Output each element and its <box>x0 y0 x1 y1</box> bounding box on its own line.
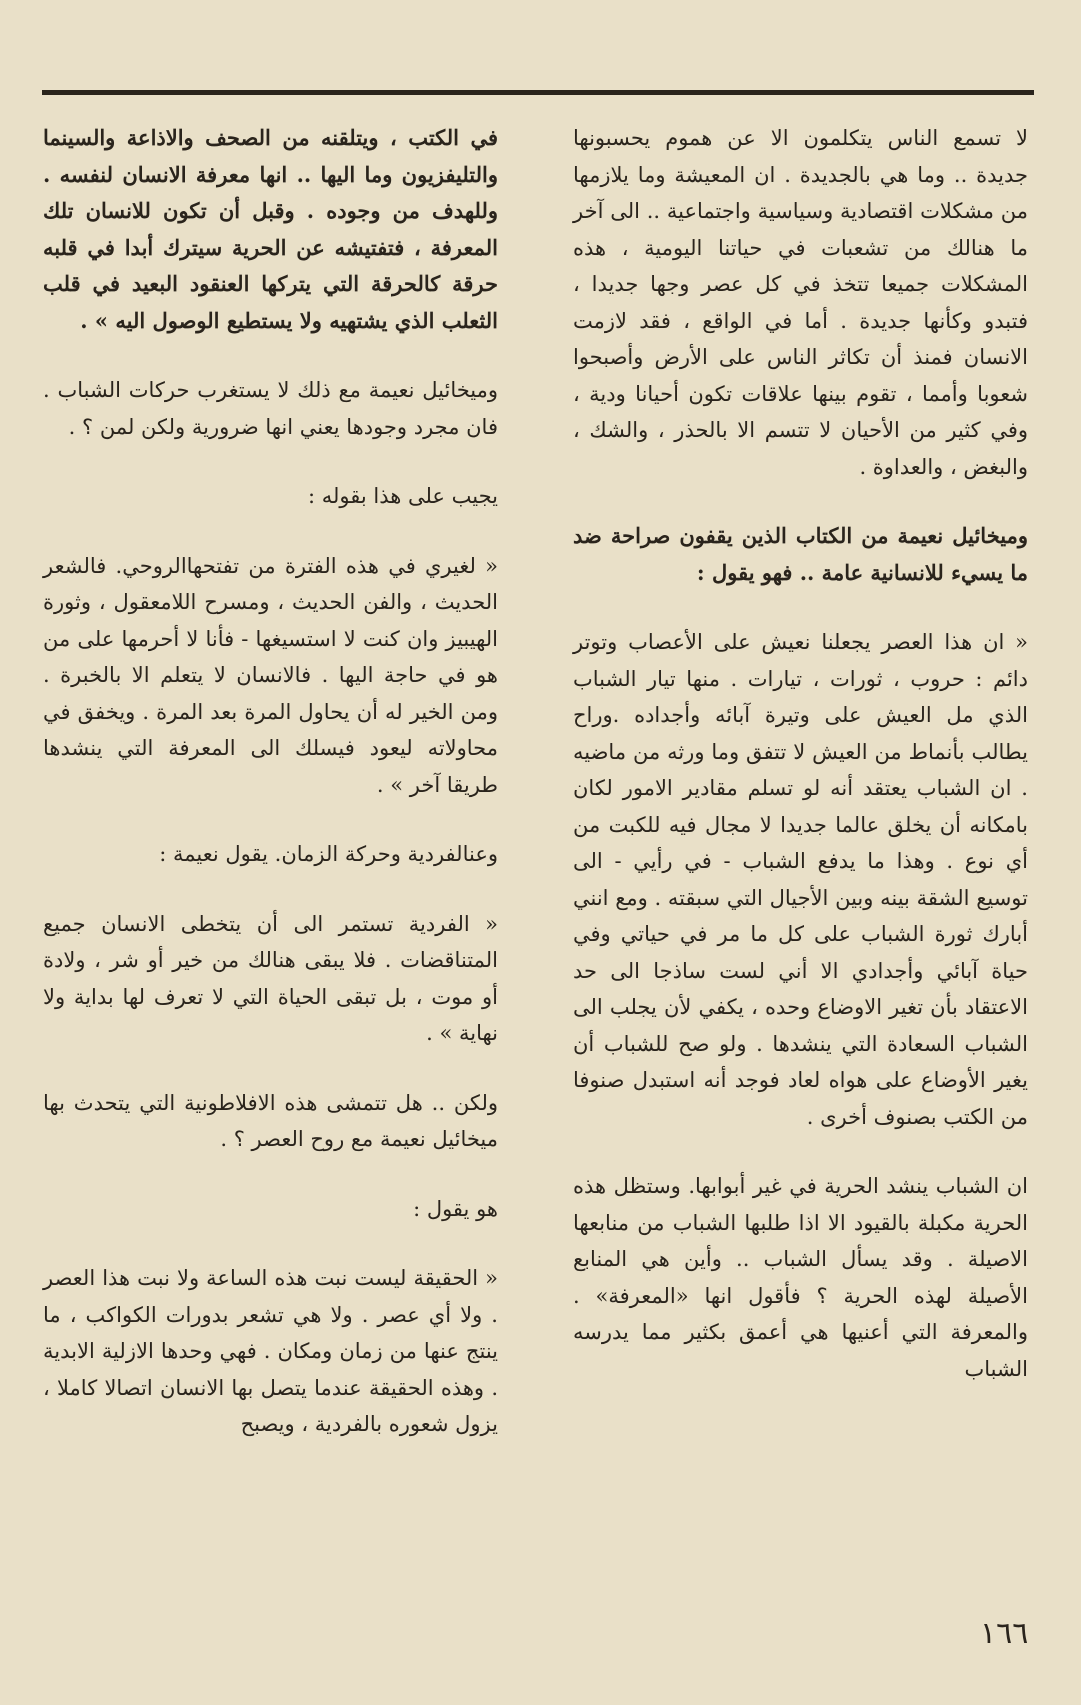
paragraph: هو يقول : <box>413 1196 498 1221</box>
right-column <box>573 120 1028 1420</box>
page-number: ١٦٦ <box>980 1616 1029 1651</box>
paragraph: في الكتب ، ويتلقنه من الصحف والاذاعة والسينما والتليفزيون وما اليها .. انها معرفة الانسان لنفسه . وللهدف من وجوده . وقبل أن تكون للانسان تلك المعرفة ، فتفتيشه عن الحرية سيترك أبدا في قلبه حرقة كالحرقة التي يتركها العنقود البعيد في قلب الثعلب الذي يشتهيه ولا يستطيع الوصول اليه » . <box>43 125 498 333</box>
paragraph: لا تسمع الناس يتكلمون الا عن هموم يحسبونها جديدة .. وما هي بالجديدة . ان المعيشة وما يلازمها من مشكلات اقتصادية وسياسية واجتماعية .. الى آخر ما هنالك من تشعبات في حياتنا اليومية ، هذه المشكلات جميعا تتخذ في كل عصر وجها جديدا ، فتبدو وكأنها جديدة . أما في الواقع ، فقد لازمت الانسان فمنذ أن تكاثر الناس على الأرض وأصبحوا شعوبا وأمما ، تقوم بينها علاقات تكون أحيانا ودية ، وفي كثير من الأحيان لا تتسم الا بالحذر ، والشك ، والبغض ، والعداوة . <box>573 126 1029 479</box>
quote-paragraph: « ان هذا العصر يجعلنا نعيش على الأعصاب وتوتر دائم : حروب ، ثورات ، تيارات . منها تيار الشباب الذي مل العيش على وتيرة آبائه وأجداده .وراح يطالب بأنماط من العيش لا تتفق وما ورثه من ماضيه . ان الشباب يعتقد أنه لو تسلم مقادير الامور لكان بامكانه أن يخلق عالما جديدا لا مجال فيه للكبت من أي نوع . وهذا ما يدفع الشباب - في رأيي - الى توسيع الشقة بينه وبين الأجيال التي سبقته . ومع انني أبارك ثورة الشباب على كل ما مر في حياتي وفي حياة آبائي وأجدادي الا أني لست ساذجا الى حد الاعتقاد بأن تغير الاوضاع وحده ، يكفي لأن يجلب الى الشباب السعادة التي ينشدها . ولو صح للشباب أن يغير الأوضاع على هواه لعاد فوجد أنه استبدل صنوفا من الكتب بصنوف أخرى . <box>573 630 1028 1129</box>
top-rule <box>42 90 1034 95</box>
quote-paragraph: « الفردية تستمر الى أن يتخطى الانسان جميع المتناقضات . فلا يبقى هنالك من خير أو شر ، ولادة أو موت ، بل تبقى الحياة التي لا تعرف لها بداية ولا نهاية » . <box>43 911 498 1045</box>
quote-paragraph: « لغيري في هذه الفترة من تفتحهاالروحي. فالشعر الحديث ، والفن الحديث ، ومسرح اللامعقول ، وثورة الهيبيز وان كنت لا استسيغها - فأنا لا أحرمها على من هو في حاجة اليها . فالانسان لا يتعلم الا بالخبرة . ومن الخير له أن يحاول المرة بعد المرة . ويخفق في محاولاته ليعود فيسلك الى المعرفة التي ينشدها طريقا آخر » . <box>43 553 498 797</box>
left-column <box>43 120 498 1476</box>
paragraph: وعنالفردية وحركة الزمان. يقول نعيمة : <box>159 842 498 866</box>
paragraph: يجيب على هذا بقوله : <box>307 484 498 508</box>
paragraph: ولكن .. هل تتمشى هذه الافلاطونية التي يتحدث بها ميخائيل نعيمة مع روح العصر ؟ . <box>43 1090 498 1151</box>
paragraph: ان الشباب ينشد الحرية في غير أبوابها. وستظل هذه الحرية مكبلة بالقيود الا اذا طلبها الشباب من منابعها الاصيلة . وقد يسأل الشباب .. وأين هي المنابع الأصيلة لهذه الحرية ؟ فأقول انها «المعرفة» . والمعرفة التي أعنيها هي أعمق بكثير مما يدرسه الشباب <box>573 1174 1028 1381</box>
paragraph: وميخائيل نعيمة من الكتاب الذين يقفون صراحة ضد ما يسيء للانسانية عامة .. فهو يقول : <box>573 523 1028 585</box>
paragraph: وميخائيل نعيمة مع ذلك لا يستغرب حركات الشباب . فان مجرد وجودها يعني انها ضرورية ولكن لمن ؟ . <box>43 378 498 439</box>
quote-paragraph: « الحقيقة ليست نبت هذه الساعة ولا نبت هذا العصر . ولا أي عصر . ولا هي تشعر بدورات الكواكب ، ما ينتج عنها من زمان ومكان . فهي وحدها الازلية الابدية . وهذه الحقيقة عندما يتصل بها الانسان اتصالا كاملا ، يزول شعوره بالفردية ، ويصبح <box>43 1266 498 1436</box>
